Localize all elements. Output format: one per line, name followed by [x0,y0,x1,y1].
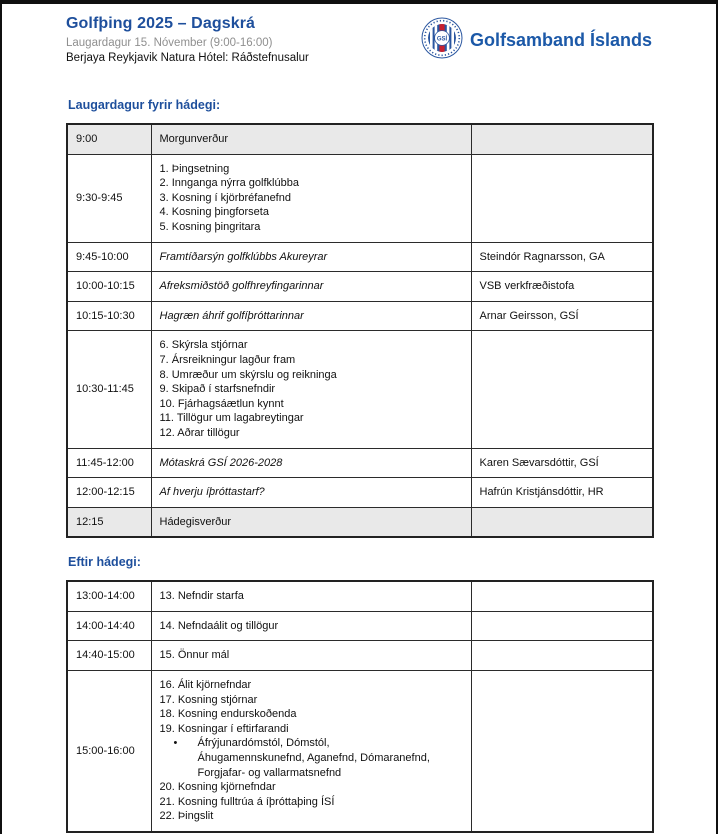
speaker-cell: Hafrún Kristjánsdóttir, HR [471,478,653,508]
description-cell [151,611,471,641]
time-cell: 11:45-12:00 [67,448,151,478]
speaker-cell [471,671,653,832]
emblem-text: GSÍ [436,36,448,43]
sections [66,98,654,833]
agenda-line: 12. Aðrar tillögur [159,426,240,439]
speaker-cell: VSB verkfræðistofa [471,272,653,302]
agenda-line: 20. Kosning kjörnefndar [159,781,276,794]
description-cell [151,301,471,331]
description-cell [151,478,471,508]
table-row [67,272,653,302]
table-row [67,507,653,537]
table-row [67,641,653,671]
agenda-line: Hádegisverður [159,515,232,528]
agenda-line: Hagræn áhrif golfíþróttarinnar [159,309,304,322]
table-row [67,611,653,641]
time-cell: 9:45-10:00 [67,242,151,272]
time-cell: 15:00-16:00 [67,671,151,832]
table-row [67,478,653,508]
agenda-line: 18. Kosning endurskoðenda [159,708,297,721]
description-cell [151,671,471,832]
agenda-line: 10. Fjárhagsáætlun kynnt [159,397,284,410]
speaker-cell [471,331,653,448]
table-row [67,671,653,832]
description-cell [151,448,471,478]
speaker-cell [471,154,653,242]
table-row [67,331,653,448]
gsi-emblem-icon [421,17,463,64]
time-cell: 12:00-12:15 [67,478,151,508]
speaker-cell [471,641,653,671]
agenda-line: 21. Kosning fulltrúa á íþróttaþing ÍSÍ [159,795,335,808]
speaker-cell: Karen Sævarsdóttir, GSÍ [471,448,653,478]
speaker-cell [471,581,653,611]
agenda-line: 6. Skýrsla stjórnar [159,339,248,352]
time-cell: 10:15-10:30 [67,301,151,331]
description-cell [151,242,471,272]
agenda-line: Áhugamennskunefnd, Aganefnd, Dómaranefnd, [197,752,430,765]
description-cell [151,154,471,242]
agenda-line: Mótaskrá GSÍ 2026-2028 [159,456,283,469]
org-name: Golfsamband Íslands [469,30,652,50]
agenda-table [66,580,654,833]
time-cell: 13:00-14:00 [67,581,151,611]
agenda-line: 22. Þingslit [159,810,214,823]
time-cell: 14:00-14:40 [67,611,151,641]
speaker-cell: Arnar Geirsson, GSÍ [471,301,653,331]
table-row [67,581,653,611]
time-cell: 9:30-9:45 [67,154,151,242]
agenda-line: 5. Kosning þingritara [159,220,261,233]
agenda-line: Afreksmiðstöð golfhreyfingarinnar [159,280,324,293]
time-cell: 14:40-15:00 [67,641,151,671]
title-block [66,15,309,64]
agenda-line: 3. Kosning í kjörbréfanefnd [159,191,291,204]
section-heading: Laugardagur fyrir hádegi: [68,98,221,112]
speaker-cell [471,611,653,641]
table-row [67,124,653,154]
section-heading: Eftir hádegi: [68,555,141,570]
agenda-line: • Áfrýjunardómstól, Dómstól, [160,736,463,751]
org-logo [421,17,652,64]
description-cell [151,124,471,154]
table-row [67,154,653,242]
agenda-line: 2. Innganga nýrra golfklúbba [159,177,299,190]
description-cell [151,581,471,611]
agenda-line: 15. Önnur mál [159,649,230,662]
agenda-line: 13. Nefndir starfa [159,590,244,603]
agenda-line: 7. Ársreikningur lagður fram [159,353,296,366]
description-cell [151,507,471,537]
speaker-cell [471,507,653,537]
venue-line: Berjaya Reykjavik Natura Hótel: Ráðstefnusalur [66,52,309,64]
agenda-line: 11. Tillögur um lagabreytingar [159,412,304,425]
document-content [2,4,654,833]
table-row [67,448,653,478]
description-cell [151,272,471,302]
time-cell: 10:00-10:15 [67,272,151,302]
agenda-line: 8. Umræður um skýrslu og reikninga [159,368,337,381]
date-line: Laugardagur 15. Nóvember (9:00-16:00) [66,37,273,49]
agenda-line: 1. Þingsetning [159,162,230,175]
agenda-line: 16. Álit kjörnefndar [159,679,252,692]
agenda-line: 9. Skipað í starfsnefndir [159,383,276,396]
time-cell: 12:15 [67,507,151,537]
agenda-line: 14. Nefndaálit og tillögur [159,619,279,632]
speaker-cell [471,124,653,154]
agenda-line: Af hverju íþróttastarf? [159,486,265,499]
agenda-line: 4. Kosning þingforseta [159,206,269,219]
agenda-line: Forgjafar- og vallarmatsnefnd [197,766,342,779]
page-title: Golfþing 2025 – Dagskrá [66,15,256,32]
agenda-line: 19. Kosningar í eftirfarandi [159,722,289,735]
document-header [66,15,652,64]
description-cell [151,641,471,671]
table-row [67,301,653,331]
table-row [67,242,653,272]
agenda-table [66,123,654,538]
speaker-cell: Steindór Ragnarsson, GA [471,242,653,272]
time-cell: 9:00 [67,124,151,154]
description-cell [151,331,471,448]
agenda-line: Morgunverður [159,133,228,145]
agenda-line: Framtíðarsýn golfklúbbs Akureyrar [159,250,328,263]
agenda-line: 17. Kosning stjórnar [159,693,258,706]
time-cell: 10:30-11:45 [67,331,151,448]
